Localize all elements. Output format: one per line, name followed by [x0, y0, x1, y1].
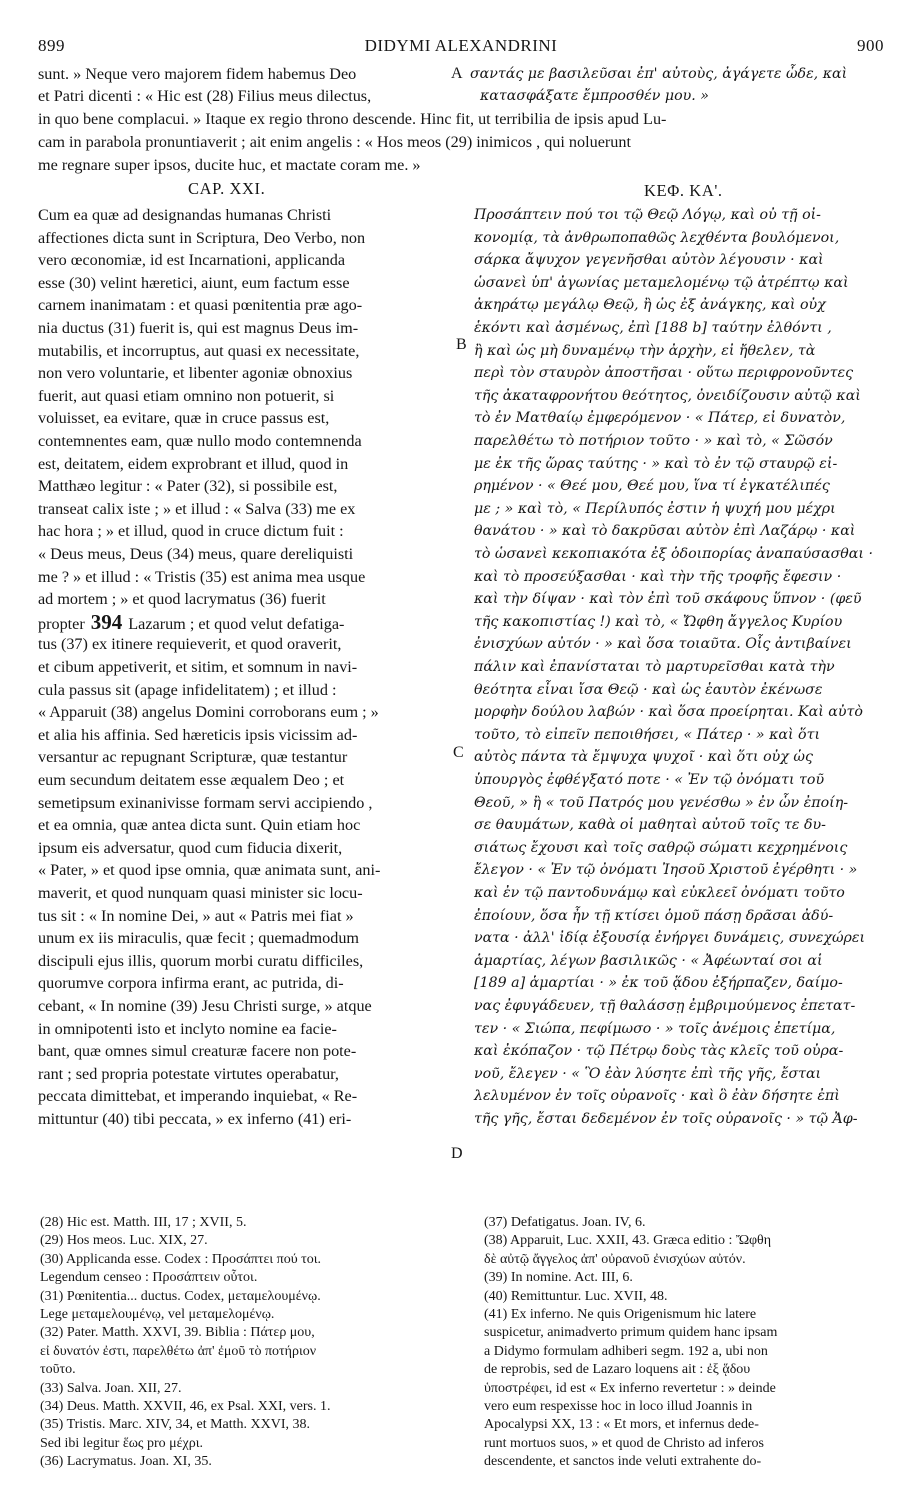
text-line: ἀκηράτῳ μεγάλῳ Θεῷ, ἢ ὡς ἐξ ἀνάγκης, καὶ οὐχ	[474, 297, 826, 314]
text-line: αὐτὸς πάντα τὰ ἔμψυχα ψυχοῖ · καὶ ὅτι οὐχ ὡς	[474, 749, 813, 766]
footnote-line: (39) In nomine. Act. III, 6.	[484, 1270, 633, 1286]
text-line: in quo bene complacui. » Itaque ex regio throno descende. Hinc fit, ut terribilia de ipsis apud Lu-	[38, 110, 667, 128]
running-header	[38, 36, 884, 60]
text-line: tus sit : « In nomine Dei, » aut « Patris mei fiat »	[38, 906, 354, 925]
footnote-line: εἰ δυνατόν ἐστι, παρελθέτω ἀπ' ἐμοῦ τὸ ποτήριον	[40, 1343, 317, 1359]
text-line: νας ἐφυγάδευεν, τῇ θαλάσσῃ ἐμβριμούμενος ἐπετατ-	[474, 998, 856, 1014]
text-line: bant, quæ omnes simul creaturæ facere non pote-	[38, 1042, 357, 1061]
inline-page-number: 394	[90, 609, 123, 634]
footnote-line: (35) Tristis. Marc. XIV, 34, et Matth. XXVI, 38.	[40, 1417, 311, 1433]
text-line: « Deus meus, Deus (34) meus, quare dereliquisti	[38, 545, 354, 563]
margin-marker-b: B	[456, 336, 467, 353]
text-line: σαντάς με βασιλεῦσαι ἐπ' αὐτοὺς, ἀγάγετε ὧδε, καὶ	[470, 66, 848, 82]
text-line: semetipsum exinanivisse formam servi accipiendo ,	[38, 793, 373, 812]
text-line: quorumve corpora infirma erant, ac putrida, di-	[38, 974, 344, 993]
text-line: affectiones dicta sunt in Scriptura, Deo Verbo, non	[38, 228, 366, 247]
text-line: ad mortem ; » et quod lacrymatus (36) fuerit	[38, 590, 326, 609]
footnote-line: (34) Deus. Matth. XXVII, 46, ex Psal. XXI, vers. 1.	[40, 1399, 331, 1414]
footnote-line: (33) Salva. Joan. XII, 27.	[40, 1380, 182, 1396]
text-line: καὶ τὸ προσεύξασθαι · καὶ τὴν τῆς τροφῆς ἔφεσιν ·	[474, 568, 842, 585]
text-line: Θεοῦ, » ἢ « τοῦ Πατρός μου γενέσθω » ἐν ὧν ἐποίη-	[474, 794, 848, 811]
text-line: maverit, et quod nunquam quasi minister sic locu-	[38, 884, 363, 902]
text-line: τεν · « Σιώπα, πεφίμωσο · » τοῖς ἀνέμοις ἐπετίμα,	[474, 1020, 836, 1037]
text-line: et Patri dicenti : « Hic est (28) Filius meus dilectus,	[38, 87, 372, 105]
text-line: peccata dimittebat, et imperando inquiebat, « Re-	[38, 1087, 358, 1106]
text-line: Matthæo legitur : « Pater (32), si possibile est,	[38, 477, 338, 496]
text-line: in omnipotenti isto et inclyto nomine ea facie-	[38, 1019, 337, 1038]
text-line: πάλιν καὶ ἐπανίσταται τὸ μαρτυρεῖσθαι κατὰ τὴν	[474, 659, 835, 675]
footnote-line: (32) Pater. Matth. XXVI, 39. Biblia : Πάτερ μου,	[40, 1325, 315, 1341]
text-line: ὡσανεὶ ὑπ' ἀγωνίας μεταμελομένῳ τῷ ἀτρέπτῳ καὶ	[474, 274, 849, 291]
footnote-line: vero eum respexisse hoc in loco illud Joannis in	[484, 1399, 753, 1414]
text-line: ἐποίουν, ὅσα ἦν τῇ κτίσει ὁμοῦ πάσῃ δρᾶσαι ἀδύ-	[474, 907, 834, 924]
footnote-line: Apocalypsi XX, 13 : « Et mors, et infernus dede-	[484, 1417, 759, 1433]
text-line: Cum ea quæ ad designandas humanas Christi	[38, 206, 332, 224]
text-line: τῆς ἀκαταφρονήτου θεότητος, ὀνειδίζουσιν αὐτῷ καὶ	[474, 387, 861, 404]
text-line: [189 a] ἁμαρτίαι · » ἐκ τοῦ ᾅδου ἐξήρπαζεν, δαίμο-	[474, 975, 843, 992]
text-line: mittuntur (40) tibi peccata, » ex inferno (41) eri-	[38, 1110, 352, 1128]
text-line: vero œconomiæ, id est Incarnationi, applicanda	[38, 251, 346, 270]
text-line: μορφὴν δούλου λαβών · καὶ ὅσα προείρηται. Καὶ αὐτὸ	[474, 704, 863, 721]
footnote-line: Sed ibi legitur ἕως pro μέχρι.	[40, 1435, 203, 1451]
footnote-line: de reprobis, sed de Lazaro loquens ait : ἐξ ᾅδου	[484, 1362, 751, 1378]
footnote-line: (41) Ex inferno. Ne quis Origenismum hic latere	[484, 1307, 757, 1322]
page-number-right: 900	[857, 36, 884, 55]
footnote-line: (36) Lacrymatus. Joan. XI, 35.	[40, 1454, 212, 1470]
text-line: νοῦ, ἔλεγεν · « Ὃ ἐὰν λύσητε ἐπὶ τῆς γῆς, ἔσται	[474, 1065, 822, 1082]
text-line: esse (30) velint hæretici, aiunt, eum factum esse	[38, 273, 350, 292]
text-line: cebant, « In nomine (39) Jesu Christi surge, » atque	[38, 997, 372, 1015]
text-line: νατα · ἀλλ' ἰδίᾳ ἐξουσίᾳ ἐνήργει δυνάμεις, συνεχώρει	[474, 930, 866, 947]
chapter-title-latin: CAP. XXI.	[188, 179, 266, 198]
text-line: ἐνισχύων αὐτόν · » καὶ ὅσα τοιαῦτα. Οἷς ἀντιβαίνει	[474, 636, 852, 653]
text-line: ρημένον · « Θεέ μου, Θεέ μου, ἵνα τί ἐγκατέλιπές	[474, 478, 830, 495]
text-line: me regnare super ipsos, ducite huc, et mactate coram me. »	[38, 156, 421, 174]
text-line: ἢ καὶ ὡς μὴ δυναμένῳ τὴν ἀρχὴν, εἰ ἤθελεν, τὰ	[474, 342, 816, 359]
text-line: περὶ τὸν σταυρὸν ἀποστῆσαι · οὕτω περιφρονοῦντες	[474, 365, 854, 382]
text-line: mutabilis, et incorruptus, aut quasi ex necessitate,	[38, 341, 360, 360]
text-line: σιάτως ἔχουσι καὶ τοῖς σαθρῷ σώματι κεχρημένοις	[474, 839, 848, 856]
text-line: non vero voluntarie, et libenter agoniæ obnoxius	[38, 364, 353, 383]
footnote-line: ὑποστρέφει, id est « Ex inferno revertetur : » deinde	[484, 1380, 776, 1396]
text-line: voluisset, ea evitare, quæ in cruce passus est,	[38, 409, 330, 428]
margin-marker-d: D	[451, 1145, 463, 1162]
chapter-title-greek: ΚΕΦ. ΚΑ'.	[644, 181, 723, 200]
text-line: eum secundum deitatem esse æqualem Deo ; et	[38, 771, 345, 789]
text-line: « Pater, » et quod ipse omnia, quæ animata sunt, ani-	[38, 861, 381, 880]
footnote-line: (40) Remittuntur. Luc. XVII, 48.	[484, 1288, 668, 1304]
text-line: ipsum eis adversatur, quod cum fiducia dixerit,	[38, 838, 343, 857]
text-line: contemnentes eam, quæ nullo modo contemnenda	[38, 432, 362, 450]
text-line: ἁμαρτίας, λέγων βασιλικῶς · « Ἀφέωνταί σοι αἱ	[474, 952, 823, 969]
text-line: me ? » et illud : « Tristis (35) est anima mea usque	[38, 567, 366, 586]
footnote-line: descendente, et sanctos inde veluti extrahente do-	[484, 1454, 762, 1470]
margin-marker-c: C	[453, 744, 464, 761]
footnote-line: τοῦτο.	[40, 1362, 76, 1378]
text-line: nia ductus (31) fuerit is, qui est magnus Deus im-	[38, 319, 359, 337]
text-line: Προσάπτειν πού τοι τῷ Θεῷ Λόγῳ, καὶ οὐ τῇ οἰ-	[474, 207, 821, 223]
text-line	[38, 611, 344, 633]
text-line: τοῦτο, τὸ εἰπεῖν πεποιθήσει, « Πάτερ · » καὶ ὅτι	[474, 726, 821, 743]
text-line: cam in parabola pronuntiaverit ; ait enim angelis : « Hos meos (29) inimicos , qui noluerunt	[38, 133, 631, 151]
text-line: λελυμένον ἐν τοῖς οὐρανοῖς · καὶ ὃ ἐὰν δήσητε ἐπὶ	[474, 1088, 840, 1105]
footnote-line: Lege μεταμελουμένῳ, vel μεταμελομένῳ.	[40, 1307, 275, 1322]
footnote-line: δὲ αὐτῷ ἄγγελος ἀπ' οὐρανοῦ ἐνισχύων αὐτόν.	[484, 1251, 746, 1267]
text-line: et alia his affinia. Sed hæreticis ipsis vicissim ad-	[38, 725, 358, 744]
text-line: et cibum appetiverit, et sitim, et somnum in navi-	[38, 658, 358, 676]
text-line: κατασφάξατε ἔμπροσθέν μου. »	[480, 88, 709, 104]
text-line: est, deitatem, eidem exprobrant et illud, quod in	[38, 454, 349, 473]
text-line: καὶ τὴν δίψαν · καὶ τὸν ἐπὶ τοῦ σκάφους ὕπνον · (φεῦ	[474, 591, 862, 608]
text-line: sunt. » Neque vero majorem fidem habemus Deo	[38, 65, 357, 83]
text-line: κονομίᾳ, τὰ ἀνθρωποπαθῶς λεχθέντα βουλόμενοι,	[474, 229, 840, 246]
text-line: et ea omnia, quæ antea dicta sunt. Quin etiam hoc	[38, 816, 361, 835]
footnote-line: (30) Applicanda esse. Codex : Προσάπτει πού τοι.	[40, 1251, 322, 1267]
text-line: transeat calix iste ; » et illud : « Salva (33) me ex	[38, 499, 356, 518]
text-line: carnem inanimatam : et quasi pœnitentia præ ago-	[38, 296, 363, 315]
text-line: fuerit, aut quasi etiam omnino non potuerit, si	[38, 386, 335, 405]
footnote-line: (37) Defatigatus. Joan. IV, 6.	[484, 1215, 646, 1230]
page-number-left: 899	[38, 36, 65, 55]
text-line: hac hora ; » et illud, quod in cruce dictum fuit :	[38, 522, 344, 541]
footnote-line: runt mortuos suos, » et quod de Christo ad inferos	[484, 1435, 764, 1451]
margin-marker-a: A	[451, 65, 463, 82]
text-line: τὸ ὡσανεὶ κεκοπιακότα ἐξ ὁδοιπορίας ἀναπαύσασθαι ·	[474, 546, 873, 562]
footnote-line: Legendum censeo : Προσάπτειν οὗτοι.	[40, 1270, 258, 1286]
text-line: ὑπουργὸς ἐφθέγξατό ποτε · « Ἐν τῷ ὀνόματι τοῦ	[474, 772, 825, 788]
text-line: unum ex iis miraculis, quæ fecit ; quemadmodum	[38, 929, 359, 948]
text-line: versantur ac repugnant Scripturæ, quæ testantur	[38, 748, 348, 767]
footnote-line: (28) Hic est. Matth. III, 17 ; XVII, 5.	[40, 1215, 247, 1230]
text-fragment: Lazarum ; et quod velut defatiga-	[128, 614, 345, 633]
text-line: με ἐκ τῆς ὥρας ταύτης · » καὶ τὸ ἐν τῷ σταυρῷ εἰ-	[474, 455, 838, 472]
text-line: με ; » καὶ τὸ, « Περίλυπός ἐστιν ἡ ψυχή μου μέχρι	[474, 500, 836, 517]
text-line: θεότητα εἶναι ἴσα Θεῷ · καὶ ὡς ἑαυτὸν ἐκένωσε	[474, 681, 823, 698]
text-line: θανάτου · » καὶ τὸ δακρῦσαι αὐτὸν ἐπὶ Λαζάρῳ · καὶ	[474, 523, 856, 540]
text-line: tus (37) ex itinere requieverit, et quod oraverit,	[38, 635, 342, 654]
text-line: τῆς γῆς, ἔσται δεδεμένον ἐν τοῖς οὐρανοῖς · » τῷ Ἀφ-	[474, 1111, 858, 1127]
text-line: cula passus sit (apage infidelitatem) ; et illud :	[38, 680, 337, 699]
text-fragment: propter	[38, 614, 85, 633]
footnote-line: (31) Pœnitentia... ductus. Codex, μεταμελουμένῳ.	[40, 1288, 321, 1304]
text-line: παρελθέτω τὸ ποτήριον τοῦτο · » καὶ τὸ, « Σῶσόν	[474, 433, 833, 449]
text-line: « Apparuit (38) angelus Domini corroborans eum ; »	[38, 703, 379, 722]
text-line: τὸ ἐν Ματθαίῳ ἐμφερόμενον · « Πάτερ, εἰ δυνατὸν,	[474, 410, 846, 427]
footnote-line: (29) Hos meos. Luc. XIX, 27.	[40, 1233, 208, 1249]
text-line: καὶ ἐν τῷ παντοδυνάμῳ καὶ εὐκλεεῖ ὀνόματι τοῦτο	[474, 885, 845, 901]
footnote-line: (38) Apparuit, Luc. XXII, 43. Græca editio : Ὤφθη	[484, 1233, 772, 1249]
text-line: καὶ ἐκόπαζον · τῷ Πέτρῳ δοὺς τὰς κλεῖς τοῦ οὐρα-	[474, 1043, 844, 1060]
text-line: rant ; sed propria potestate virtutes operabatur,	[38, 1064, 339, 1083]
text-line: ἔλεγον · « Ἐν τῷ ὀνόματι Ἰησοῦ Χριστοῦ ἐγέρθητι · »	[474, 862, 858, 879]
text-line: τῆς κακοπιστίας !) καὶ τὸ, « Ὤφθη ἄγγελος Κυρίου	[474, 613, 843, 630]
text-line: σε θαυμάτων, καθὰ οἱ μαθηταὶ αὐτοῦ τοῖς τε δυ-	[474, 817, 826, 834]
footnote-line: a Didymo formulam adhiberi segm. 192 a, ubi non	[484, 1343, 768, 1359]
text-line: ἑκόντι καὶ ἀσμένως, ἐπὶ [188 b] ταύτην ἐλθόντι ,	[474, 320, 832, 336]
running-title: DIDYMI ALEXANDRINI	[364, 36, 558, 55]
text-line: discipuli ejus illis, quorum morbi curatu difficiles,	[38, 951, 364, 970]
text-line: σάρκα ἄψυχον γεγενῆσθαι αὐτὸν λέγουσιν · καὶ	[474, 252, 824, 269]
footnote-line: suspicetur, animadverto primum quidem hanc ipsam	[484, 1325, 778, 1341]
